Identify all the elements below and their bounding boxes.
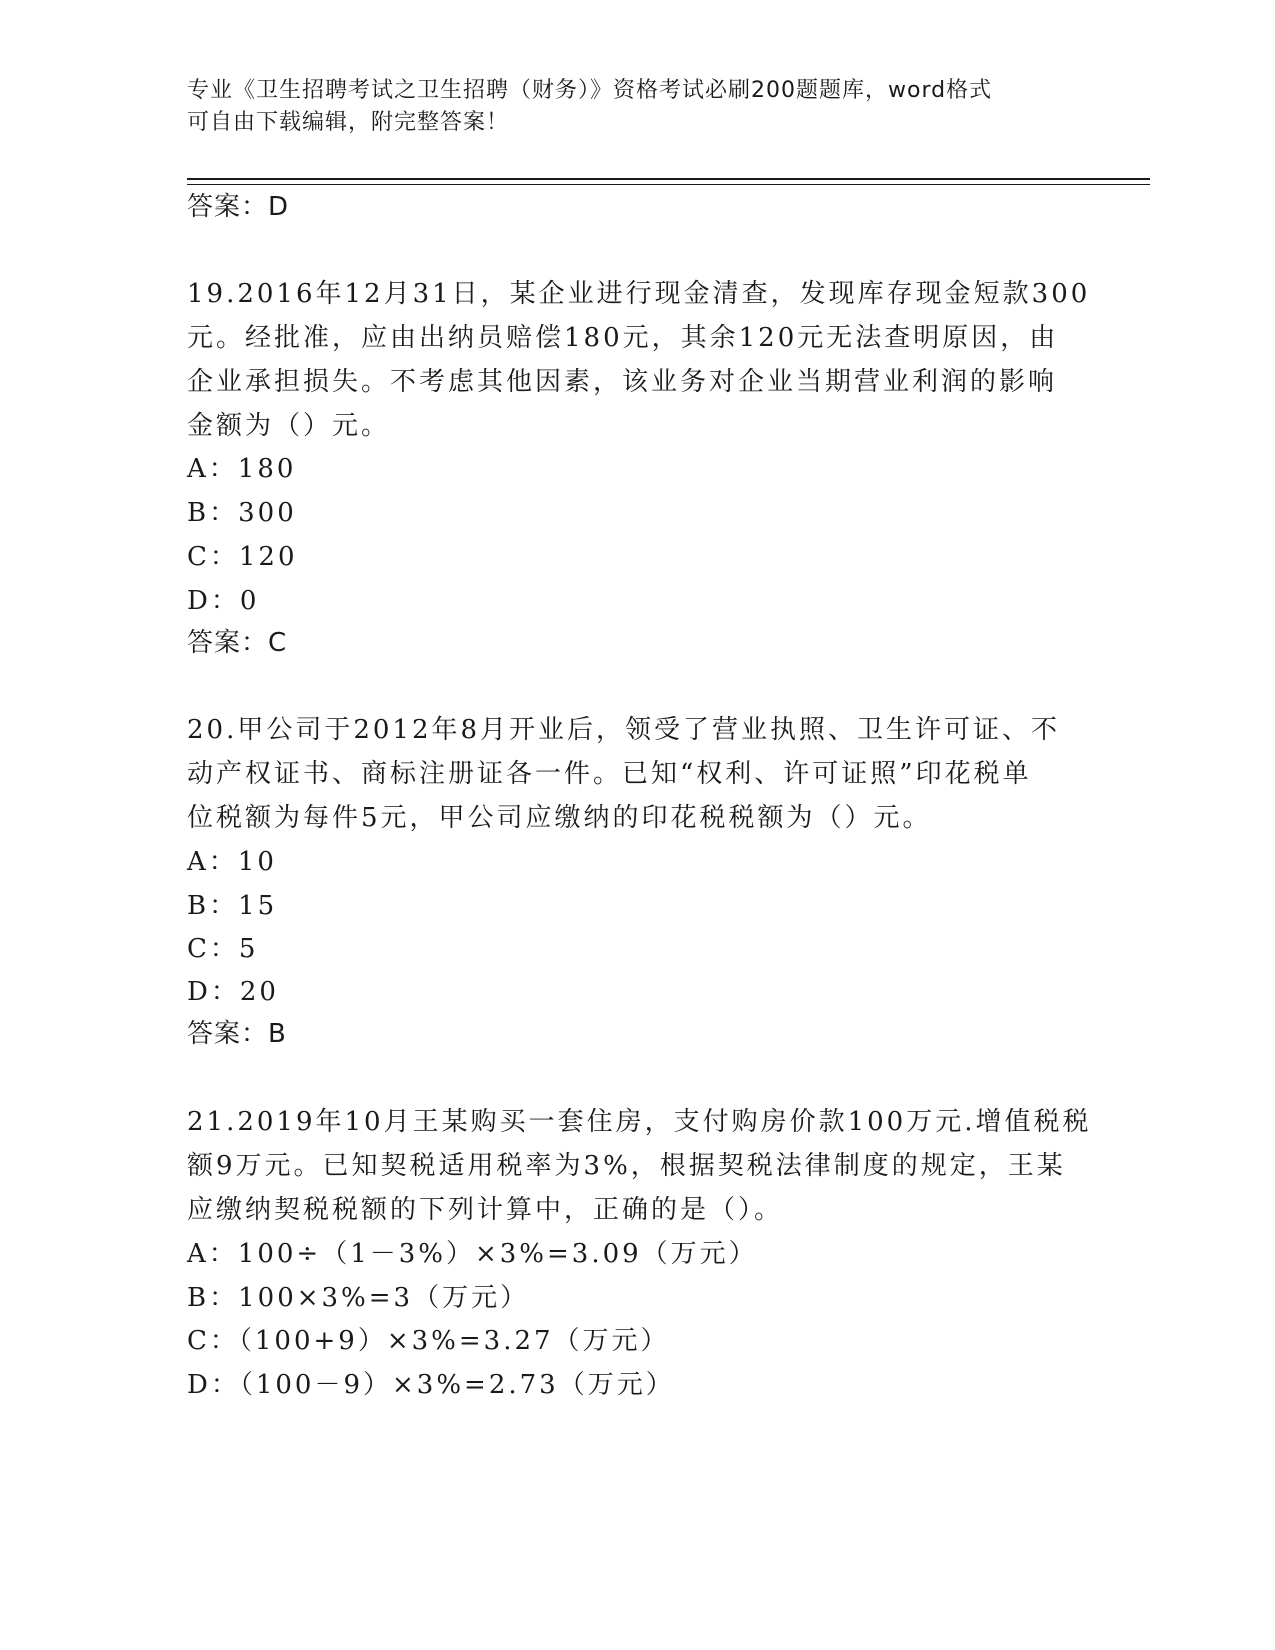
question-21-stem-line-2: 额9万元。已知契税适用税率为3%，根据契税法律制度的规定，王某	[187, 1151, 1066, 1181]
question-20-answer: 答案：B	[187, 1019, 287, 1049]
question-20-stem-line-1: 20.甲公司于2012年8月开业后，领受了营业执照、卫生许可证、不	[187, 715, 1061, 745]
question-19-stem-line-3: 企业承担损失。不考虑其他因素，该业务对企业当期营业利润的影响	[187, 367, 1058, 397]
question-19-stem-line-4: 金额为（）元。	[187, 411, 391, 441]
question-20-option-b: B：15	[187, 891, 278, 921]
question-20-option-c: C：5	[187, 934, 259, 964]
question-21-option-c: C：（100+9）×3%=3.27（万元）	[187, 1326, 670, 1356]
question-19-option-d: D：0	[187, 586, 260, 616]
document-header	[187, 75, 1087, 139]
header-line-1: 专业《卫生招聘考试之卫生招聘（财务）》资格考试必刷200题题库，word格式	[187, 78, 993, 103]
question-19-option-b: B：300	[187, 498, 297, 528]
header-divider-thin	[187, 184, 1150, 185]
question-19-stem-line-2: 元。经批准，应由出纳员赔偿180元，其余120元无法查明原因，由	[187, 323, 1059, 353]
question-19-answer: 答案：C	[187, 628, 288, 658]
question-20-option-d: D：20	[187, 977, 279, 1007]
header-line-2: 可自由下载编辑，附完整答案！	[187, 110, 510, 135]
question-21-option-b: B：100×3%=3（万元）	[187, 1283, 530, 1313]
question-20-stem-line-2: 动产权证书、商标注册证各一件。已知“权利、许可证照”印花税单	[187, 759, 1032, 789]
header-divider-thick	[187, 178, 1150, 180]
question-21-option-d: D：（100－9）×3%=2.73（万元）	[187, 1370, 675, 1400]
question-20-option-a: A：10	[187, 847, 277, 877]
question-19-option-c: C：120	[187, 542, 298, 572]
question-20-stem-line-3: 位税额为每件5元，甲公司应缴纳的印花税税额为（）元。	[187, 803, 932, 833]
question-21-stem-line-1: 21.2019年10月王某购买一套住房，支付购房价款100万元.增值税税	[187, 1107, 1092, 1137]
question-21-stem-line-3: 应缴纳契税税额的下列计算中，正确的是（）。	[187, 1195, 784, 1225]
question-21-option-a: A：100÷（1－3%）×3%=3.09（万元）	[187, 1239, 758, 1269]
previous-question-answer: 答案：D	[187, 192, 290, 222]
question-19-stem-line-1: 19.2016年12月31日，某企业进行现金清查，发现库存现金短款300	[187, 279, 1091, 309]
question-19-option-a: A：180	[187, 454, 297, 484]
